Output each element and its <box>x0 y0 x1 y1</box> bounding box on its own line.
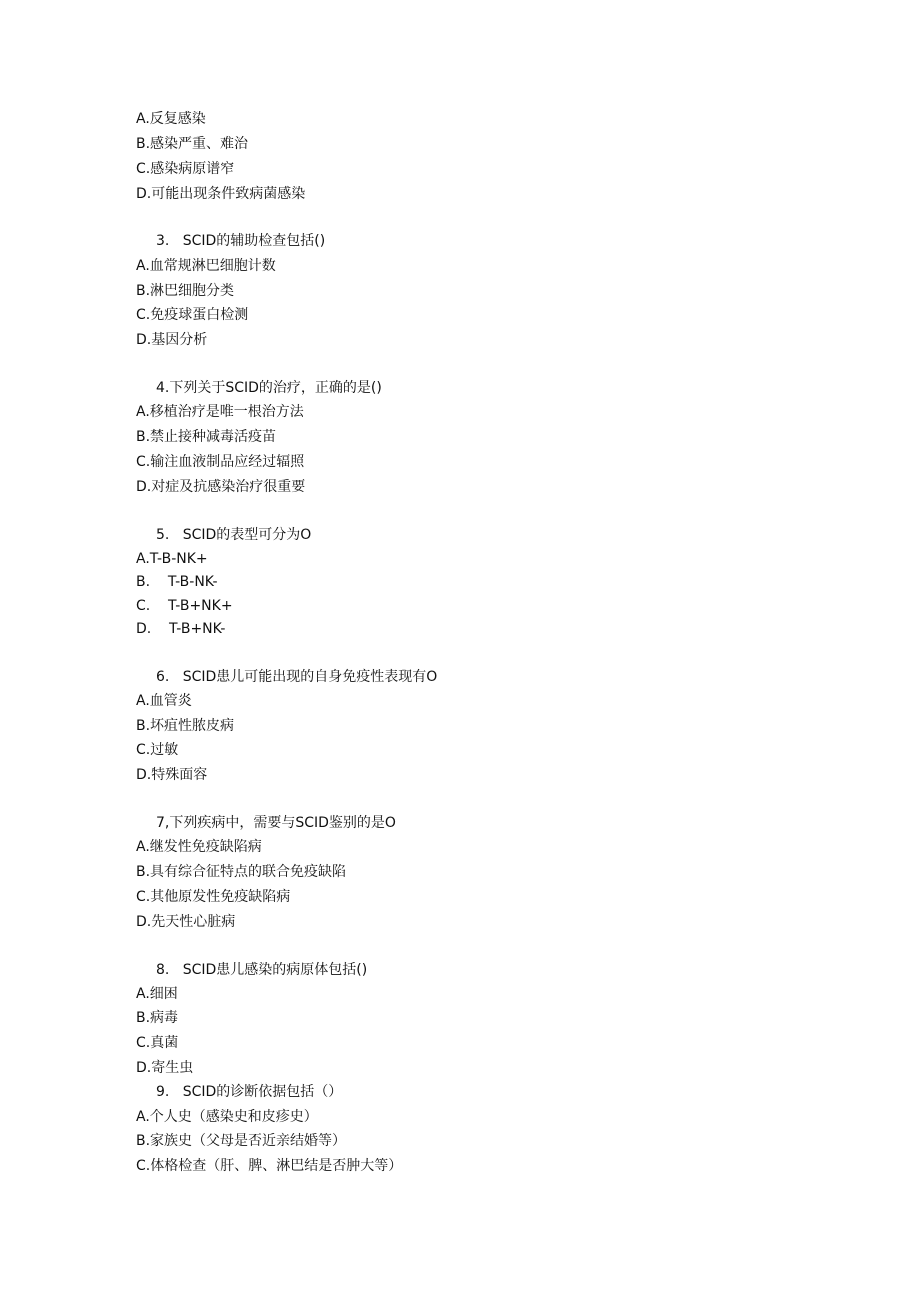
question-5: 5. SCID的表型可分为O <box>156 527 312 543</box>
option-b: B.淋巴细胞分类 <box>136 283 235 299</box>
question-6: 6. SCID患儿可能出现的自身免疫性表现有O <box>156 669 438 685</box>
option-d: D.对症及抗感染治疗很重要 <box>136 479 306 495</box>
question-9: 9. SCID的诊断依据包括（） <box>156 1084 343 1100</box>
option-d: D.先天性心脏病 <box>136 914 236 930</box>
question-4: 4.下列关于SCID的治疗，正确的是() <box>156 380 382 396</box>
option-d: D.寄生虫 <box>136 1060 194 1076</box>
option-b: B.病毒 <box>136 1010 179 1026</box>
option-d: D.基因分析 <box>136 332 208 348</box>
option-c: C.免疫球蛋白检测 <box>136 307 249 323</box>
option-a: A.细困 <box>136 986 178 1002</box>
option-c: C.其他原发性免疫缺陷病 <box>136 889 291 905</box>
option-b: B. T-B-NK- <box>136 574 218 590</box>
option-a: A.血管炎 <box>136 693 192 709</box>
option-c: C.感染病原谱窄 <box>136 161 235 177</box>
option-b: B.禁止接种减毒活疫苗 <box>136 429 277 445</box>
option-a: A.移植治疗是唯一根治方法 <box>136 404 304 420</box>
option-b: B.坏疽性脓皮病 <box>136 718 235 734</box>
question-8: 8. SCID患儿感染的病原体包括() <box>156 962 368 978</box>
option-a: A.T-B-NK+ <box>136 551 208 567</box>
question-7: 7,下列疾病中，需要与SCID鉴别的是O <box>156 815 396 831</box>
option-c: C.真菌 <box>136 1035 179 1051</box>
option-c: C.输注血液制品应经过辐照 <box>136 454 305 470</box>
option-a: A.反复感染 <box>136 111 206 127</box>
option-d: D.特殊面容 <box>136 767 208 783</box>
option-a: A.个人史（感染史和皮疹史） <box>136 1109 318 1125</box>
option-b: B.感染严重、难治 <box>136 136 249 152</box>
option-d: D.可能出现条件致病菌感染 <box>136 186 306 202</box>
option-b: B.家族史（父母是否近亲结婚等） <box>136 1133 347 1149</box>
option-a: A.血常规淋巴细胞计数 <box>136 258 276 274</box>
option-c: C.过敏 <box>136 742 179 758</box>
option-c: C.体格检查（肝、脾、淋巴结是否肿大等） <box>136 1158 403 1174</box>
option-d: D. T-B+NK- <box>136 621 226 637</box>
option-b: B.具有综合征特点的联合免疫缺陷 <box>136 864 347 880</box>
option-c: C. T-B+NK+ <box>136 598 233 614</box>
question-3: 3. SCID的辅助检查包括() <box>156 233 326 249</box>
option-a: A.继发性免疫缺陷病 <box>136 839 262 855</box>
